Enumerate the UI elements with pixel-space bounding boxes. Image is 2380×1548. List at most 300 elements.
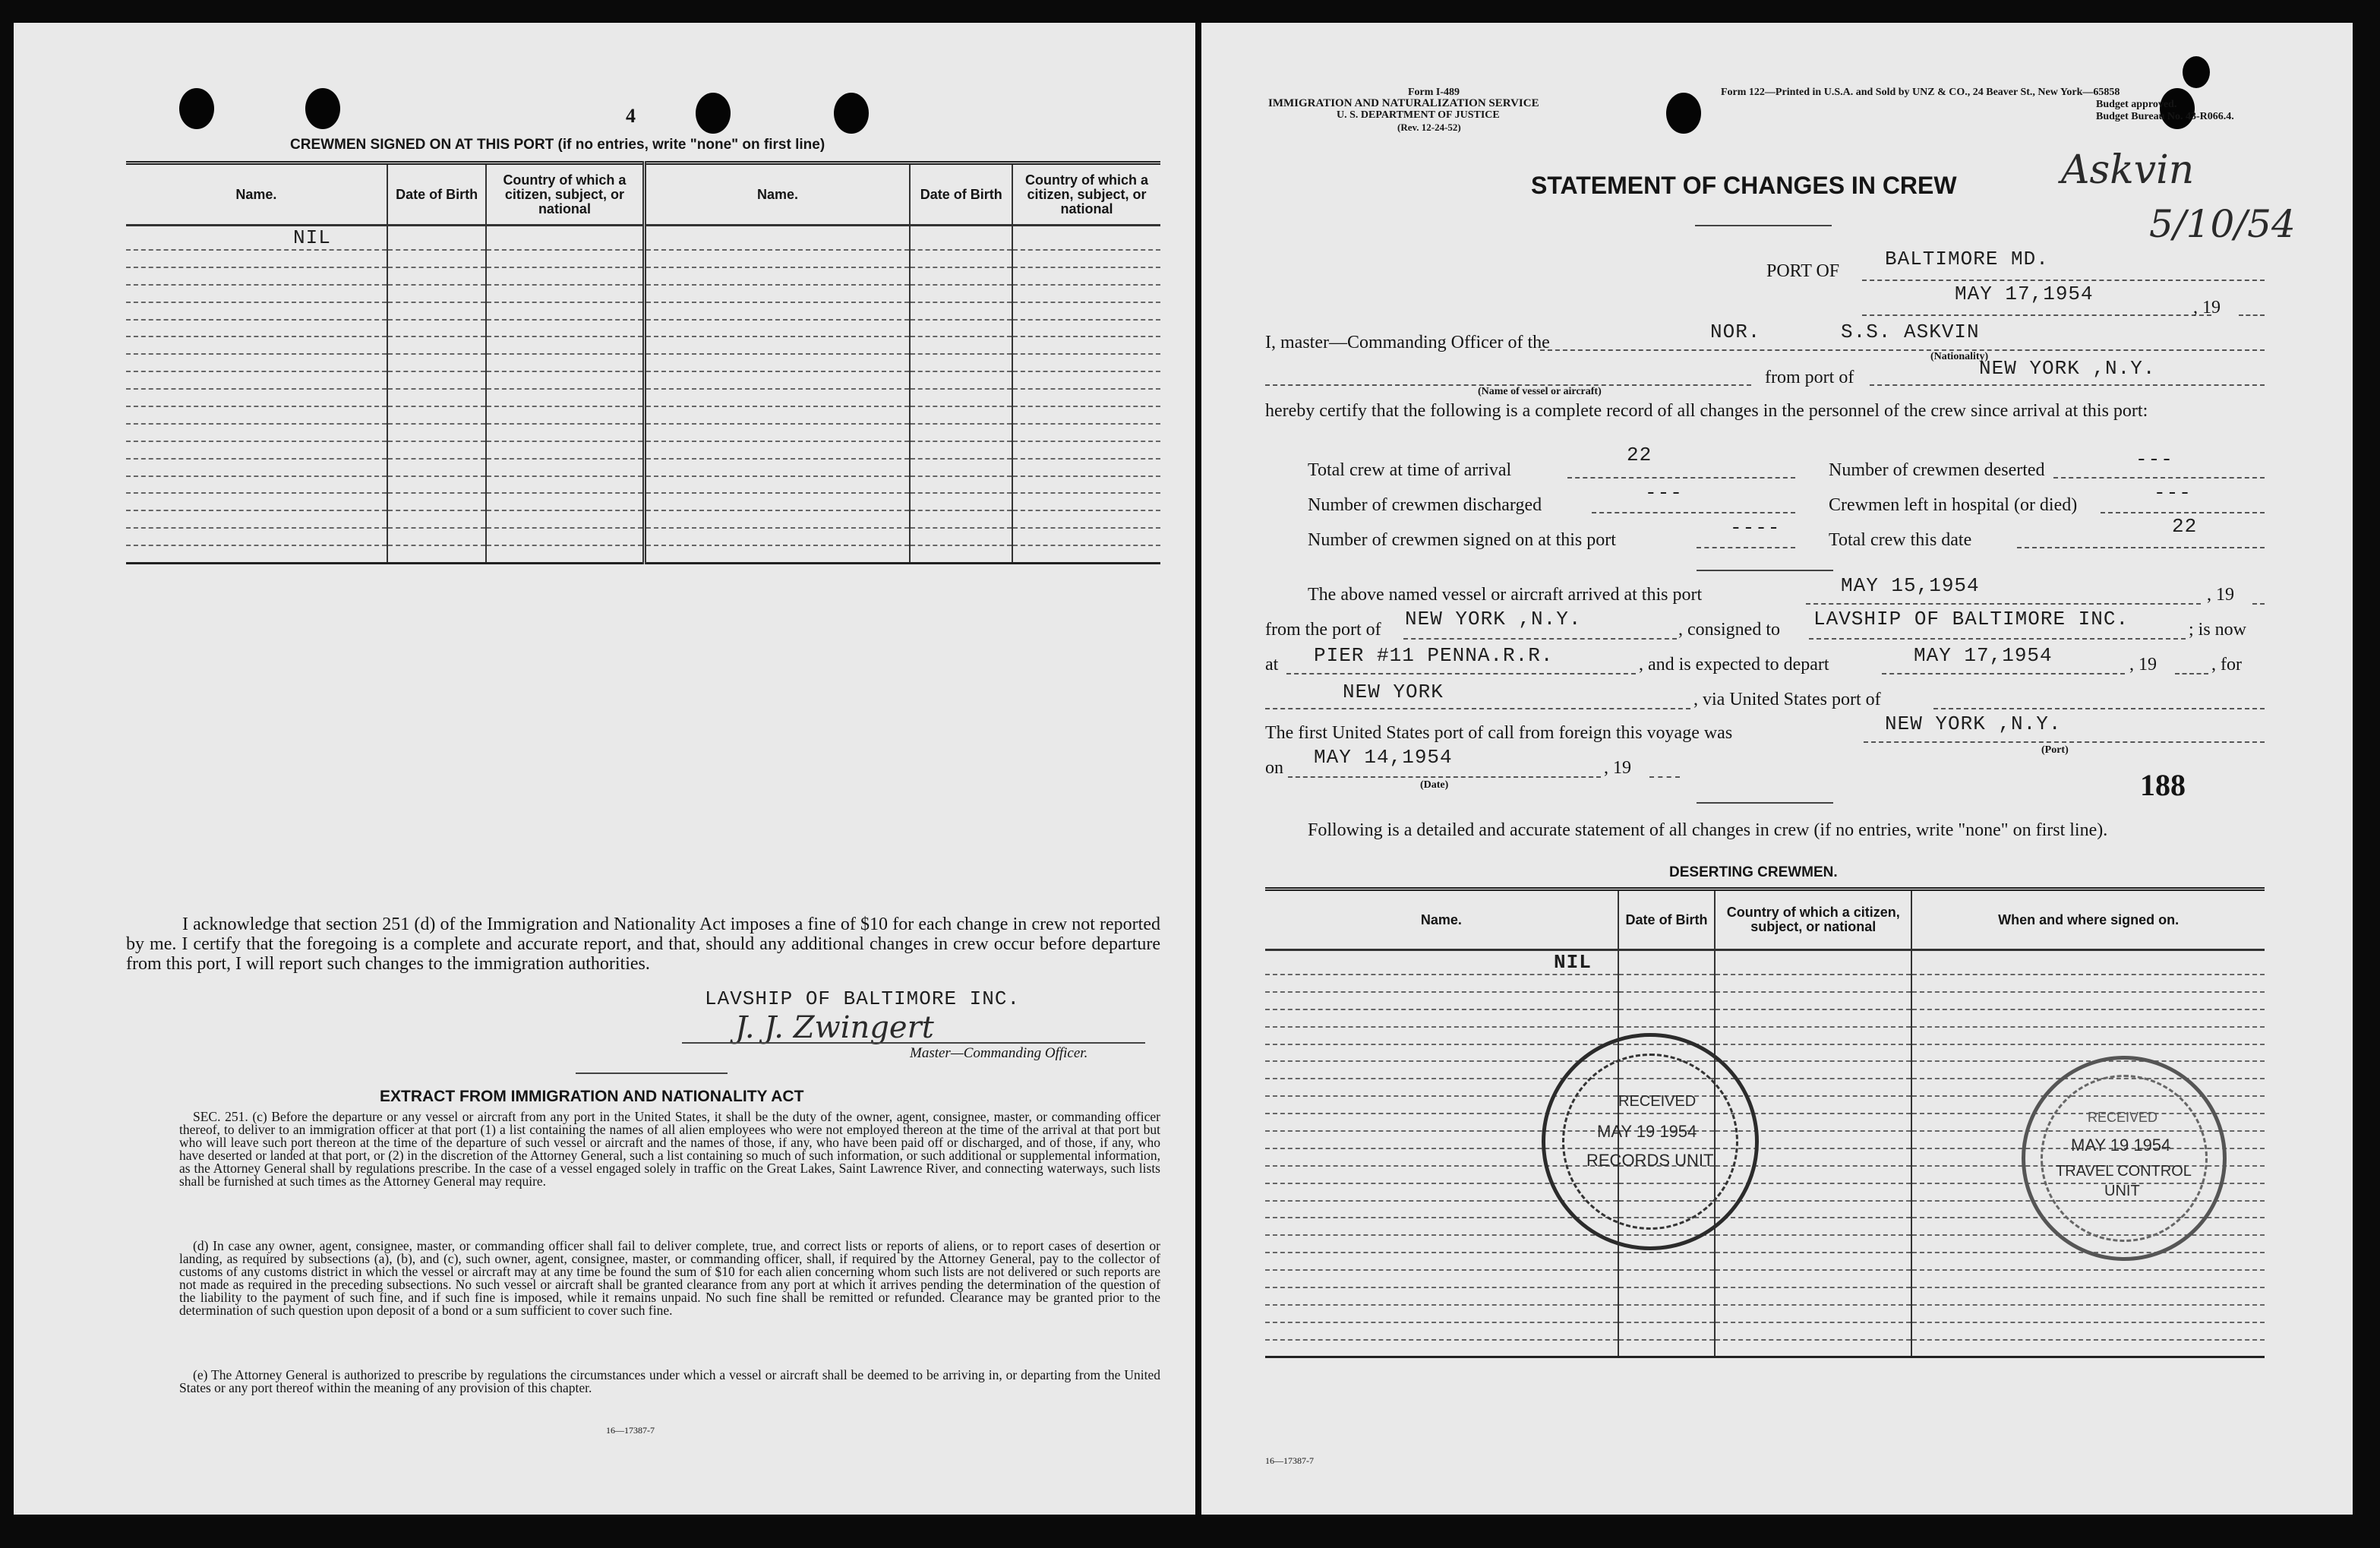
year-prefix: , 19 [2207,585,2234,605]
vessel-name-value: S.S. ASKVIN [1841,321,1980,343]
hospital-value: --- [2154,482,2192,504]
table-cell [1911,1253,2265,1270]
table-cell [1715,1270,1911,1287]
table-row [126,320,1160,337]
nil-entry: NIL [1265,950,1618,975]
table-cell [910,510,1012,528]
table-cell [126,302,387,320]
table-cell [644,545,910,563]
table-cell [910,441,1012,459]
master-label: I, master—Commanding Officer of the [1265,333,1550,352]
table-cell [1618,1305,1716,1322]
table-cell [1715,975,1911,992]
table-row [1265,1340,2265,1357]
from-port-label: from port of [1765,368,1854,387]
table-cell [126,459,387,476]
first-port-label: The first United States port of call from foreign this voyage was [1265,723,1733,743]
table-title: CREWMEN SIGNED ON AT THIS PORT (if no entries, write "none" on first line) [290,137,825,153]
table-cell [910,459,1012,476]
signed-on-value: ---- [1730,517,1781,539]
table-cell [1911,1044,2265,1062]
table-row [126,424,1160,441]
table-cell [1715,1253,1911,1270]
stamp-unit-text: RECORDS UNIT [1586,1151,1714,1170]
on-line [1288,776,1601,778]
column-header: Country of which a citizen, subject, or national [486,163,644,226]
table-cell [644,493,910,510]
total-arrival-line [1567,477,1795,479]
table-cell [1911,975,2265,992]
table-cell [910,336,1012,354]
table-cell [1618,992,1716,1009]
table-cell [1911,1009,2265,1027]
total-arrival-label: Total crew at time of arrival [1308,460,1512,480]
company-name: LAVSHIP OF BALTIMORE INC. [705,987,1021,1010]
table-cell [1715,1201,1911,1218]
received-travel-control-stamp [2022,1056,2227,1261]
table-cell [1265,1253,1618,1270]
table-cell [387,267,487,285]
table-cell [387,250,487,267]
hospital-line [2101,512,2265,513]
year-line [1649,776,1680,778]
table-cell [1012,320,1160,337]
table-cell [910,406,1012,424]
arrival-date-value: MAY 15,1954 [1841,574,1980,597]
depart-line [1882,673,2125,674]
table-cell [910,267,1012,285]
destination-value: NEW YORK [1343,681,1444,703]
table-cell [126,406,387,424]
column-header: Name. [1265,889,1618,950]
table-row [126,302,1160,320]
from-port-line [1870,384,2265,386]
extract-section-d: (d) In case any owner, agent, consignee, master, or commanding officer shall fail to deliver complete, true, and correct lists or reports of aliens, or to report cases of desertion or landing, as required by subsections (a), (b), and (c), such owner, agent, consignee, master, or commanding officer, shall, if required by the Attorney General, pay to the collector of customs of any customs district in which the vessel or aircraft may at any time be found the sum of $10 for each alien concerning whom such lists are not delivered or such reports are not made as required in the preceding subsections. No such vessel or aircraft shall be granted clearance from any port at which it arrives pending the determination of the question of the liability to the payment of such fine, and if such fine is imposed, while it remains unpaid. No such fine shall be remitted or refunded. Clearance may be granted prior to the determination of such question upon deposit of a bond or a sum sufficient to cover such fine. [179,1238,1160,1318]
signed-on-line [1697,547,1795,548]
table-cell [387,424,487,441]
table-row [1265,1270,2265,1287]
table-cell [644,320,910,337]
statement-date: MAY 17,1954 [1955,283,2094,305]
table-cell [486,285,644,302]
table-cell [644,424,910,441]
divider [1697,570,1833,571]
from-the-port-line [1403,638,1677,640]
table-cell [644,389,910,406]
column-header: Country of which a citizen, subject, or national [1012,163,1160,226]
table-cell [1618,975,1716,992]
table-cell [1012,226,1160,251]
table-row [1265,1287,2265,1305]
via-line [1933,708,2265,709]
table-cell [126,441,387,459]
right-page [1201,23,2353,1515]
stamp-date-text: MAY 19 1954 [2071,1136,2171,1155]
table-cell [387,406,487,424]
stamp-received-text: RECEIVED [1618,1093,1697,1110]
punch-hole [305,88,340,129]
table-cell [644,267,910,285]
punch-hole [2183,56,2210,88]
date-line [1862,314,2211,316]
table-cell [1265,1305,1618,1322]
table-cell [126,354,387,371]
table-cell [644,371,910,389]
table-cell [1012,424,1160,441]
table-row [126,336,1160,354]
table-cell [1715,1305,1911,1322]
destination-line [1265,708,1690,709]
table-cell [387,371,487,389]
table-row [126,250,1160,267]
table-cell [1618,1322,1716,1340]
port-caption: (Port) [2041,744,2069,756]
table-row [1265,950,2265,975]
extract-section-e: (e) The Attorney General is authorized to prescribe by regulations the circumstances under which a vessel or aircraft shall be deemed to be arriving in, or departing from the United States or any port thereof within the meaning of any provision of this chapter. [179,1367,1160,1395]
footer-code: 16—17387-7 [606,1425,655,1436]
date-caption: (Date) [1420,779,1449,791]
divider [1697,802,1833,804]
table-cell [126,476,387,494]
budget-approved: Budget approved. [2096,99,2177,110]
table-cell [1618,1009,1716,1027]
table-cell [910,250,1012,267]
table-cell [1715,950,1911,975]
column-header: Date of Birth [387,163,487,226]
master-signature: J. J. Zwingert [735,1010,934,1045]
year-line [2252,603,2265,605]
table-cell [486,302,644,320]
table-cell [644,250,910,267]
table-cell [1265,1340,1618,1357]
table-cell [910,545,1012,563]
table-cell [1265,1218,1618,1235]
year-prefix: , 19 [2129,655,2157,674]
acknowledgement-text: I acknowledge that section 251 (d) of the Immigration and Nationality Act imposes a fine of $10 for each change in crew not reported by me. I certify that the foregoing is a complete and accurate report, and that, should any additional changes in crew occur before departure from this port, I will report such changes to the immigration authorities. [126,915,1160,974]
total-date-label: Total crew this date [1829,530,1972,550]
table-cell [1012,476,1160,494]
left-page [14,23,1195,1515]
table-cell [644,226,910,251]
table-cell [910,493,1012,510]
table-cell [1012,267,1160,285]
sheet-number: 188 [2140,768,2186,802]
table-row [126,441,1160,459]
table-cell [1618,1270,1716,1287]
table-row [126,545,1160,563]
deserting-title: DESERTING CREWMEN. [1669,864,1838,880]
form-number: Form I-489 [1408,87,1460,98]
port-of-line [1862,280,2265,281]
table-cell [1911,992,2265,1009]
extract-title: EXTRACT FROM IMMIGRATION AND NATIONALITY ACT [380,1088,804,1105]
table-cell [644,302,910,320]
table-cell [1012,354,1160,371]
table-cell [644,459,910,476]
divider [576,1073,728,1074]
table-cell [1265,1009,1618,1027]
table-row [126,226,1160,251]
table-cell [644,476,910,494]
following-text: Following is a detailed and accurate statement of all changes in crew (if no entries, write "none" on first line). [1308,820,2108,840]
received-records-unit-stamp [1542,1033,1759,1250]
table-cell [1715,1218,1911,1235]
table-cell [126,320,387,337]
table-cell [1012,250,1160,267]
table-cell [1911,1270,2265,1287]
first-port-date-value: MAY 14,1954 [1314,746,1453,769]
table-cell [1012,459,1160,476]
nationality-caption: (Nationality) [1930,351,1989,362]
table-cell [644,510,910,528]
page-number: 4 [626,105,636,127]
table-row [1265,992,2265,1009]
from-port-value: NEW YORK ,N.Y. [1979,357,2156,380]
berth-value: PIER #11 PENNA.R.R. [1314,644,1554,667]
first-port-value: NEW YORK ,N.Y. [1885,712,2062,735]
hospital-label: Crewmen left in hospital (or died) [1829,495,2078,515]
stamp-unit-text: TRAVEL CONTROL [2056,1163,2192,1180]
table-cell [1715,1044,1911,1062]
signature-line [682,1042,1145,1044]
department-name: U. S. DEPARTMENT OF JUSTICE [1337,109,1500,121]
table-cell [387,459,487,476]
table-row [126,510,1160,528]
table-cell [1715,1027,1911,1044]
table-cell [1911,950,2265,975]
table-cell [126,371,387,389]
signed-on-label: Number of crewmen signed on at this port [1308,530,1616,550]
table-cell [1715,1340,1911,1357]
table-cell [486,459,644,476]
crewmen-signed-on-table [126,161,1160,564]
port-of-label: PORT OF [1766,261,1840,281]
total-arrival-value: 22 [1627,444,1652,466]
punch-hole [179,88,214,129]
printer-line: Form 122—Printed in U.S.A. and Sold by UNZ & CO., 24 Beaver St., New York—65858 [1721,87,2120,98]
table-cell [1012,441,1160,459]
table-cell [486,406,644,424]
table-cell [126,528,387,545]
table-cell [387,285,487,302]
handwritten-vessel-name: Askvin [2061,147,2195,193]
table-cell [1715,992,1911,1009]
nil-entry: NIL [126,226,387,251]
table-cell [910,320,1012,337]
table-row [1265,975,2265,992]
column-header: When and where signed on. [1911,889,2265,950]
table-row [1265,1305,2265,1322]
table-cell [910,528,1012,545]
port-of-value: BALTIMORE MD. [1885,248,2049,270]
discharged-value: --- [1645,482,1683,504]
table-cell [387,336,487,354]
table-cell [1911,1305,2265,1322]
table-cell [1911,1322,2265,1340]
table-cell [644,285,910,302]
certify-text: hereby certify that the following is a complete record of all changes in the personnel of the crew since arrival at this port: [1265,401,2148,421]
stamp-received-text: RECEIVED [2088,1110,2158,1125]
table-cell [486,250,644,267]
deserted-line [2053,477,2265,479]
table-cell [126,250,387,267]
table-cell [1715,1009,1911,1027]
punch-hole [696,93,731,134]
table-row [1265,1322,2265,1340]
table-cell [486,528,644,545]
agency-name: IMMIGRATION AND NATURALIZATION SERVICE [1268,97,1539,109]
table-cell [387,545,487,563]
deserted-value: --- [2135,448,2173,471]
total-date-line [2017,547,2265,548]
stamp-date-text: MAY 19 1954 [1597,1122,1697,1141]
vessel-caption: (Name of vessel or aircraft) [1478,386,1602,397]
discharged-label: Number of crewmen discharged [1308,495,1542,515]
table-cell [910,302,1012,320]
table-cell [387,476,487,494]
table-cell [387,354,487,371]
table-row [1265,1027,2265,1044]
table-cell [126,510,387,528]
table-cell [486,267,644,285]
consigned-line [1809,638,2186,640]
table-cell [1911,1340,2265,1357]
table-cell [1012,336,1160,354]
table-cell [644,336,910,354]
form-title: STATEMENT OF CHANGES IN CREW [1531,172,1957,199]
column-header: Country of which a citizen, subject, or national [1715,889,1911,950]
for-label: , for [2211,655,2242,674]
at-line [1286,673,1636,674]
table-cell [486,354,644,371]
deserted-label: Number of crewmen deserted [1829,460,2045,480]
via-label: , via United States port of [1693,690,1881,709]
year-line [2175,673,2208,674]
table-cell [126,389,387,406]
table-cell [1715,1322,1911,1340]
table-cell [387,493,487,510]
table-cell [387,510,487,528]
table-cell [126,285,387,302]
at-label: at [1265,655,1279,674]
table-cell [910,285,1012,302]
footer-code: 16—17387-7 [1265,1455,1314,1466]
table-cell [1715,1061,1911,1079]
table-cell [387,441,487,459]
table-cell [126,336,387,354]
table-cell [1715,1235,1911,1253]
from-the-port-label: from the port of [1265,620,1381,640]
table-cell [486,545,644,563]
table-cell [910,389,1012,406]
consignee-value: LAVSHIP OF BALTIMORE INC. [1813,608,2129,630]
table-cell [1618,1253,1716,1270]
table-cell [1012,285,1160,302]
table-cell [486,441,644,459]
column-header: Name. [126,163,387,226]
table-cell [126,267,387,285]
revision-date: (Rev. 12-24-52) [1397,122,1461,133]
table-cell [1911,1287,2265,1305]
total-date-value: 22 [2172,515,2198,538]
table-cell [1265,1322,1618,1340]
table-cell [910,371,1012,389]
table-cell [486,493,644,510]
column-header: Date of Birth [1618,889,1716,950]
table-cell [910,226,1012,251]
table-cell [1618,1287,1716,1305]
table-cell [486,389,644,406]
column-header: Name. [644,163,910,226]
punch-hole [834,93,869,134]
table-row [126,267,1160,285]
is-now-label: ; is now [2189,620,2247,640]
table-cell [486,320,644,337]
table-cell [387,389,487,406]
table-cell [126,424,387,441]
table-cell [1012,302,1160,320]
vessel-line [1540,349,2265,351]
table-cell [910,354,1012,371]
table-row [126,406,1160,424]
table-cell [1618,1340,1716,1357]
table-row [126,476,1160,494]
table-cell [644,406,910,424]
table-cell [910,424,1012,441]
table-cell [486,336,644,354]
table-cell [1012,406,1160,424]
table-cell [486,510,644,528]
handwritten-date: 5/10/54 [2149,202,2296,246]
table-row [126,528,1160,545]
table-cell [387,528,487,545]
table-row [126,354,1160,371]
depart-label: , and is expected to depart [1639,655,1829,674]
table-cell [1012,545,1160,563]
table-cell [486,476,644,494]
budget-bureau: Budget Bureau No. 43-R066.4. [2096,111,2234,122]
table-row [126,493,1160,510]
column-header: Date of Birth [910,163,1012,226]
on-label: on [1265,758,1283,778]
year-prefix: , 19 [1604,758,1631,778]
year-line [2239,314,2265,316]
table-cell [1012,510,1160,528]
table-cell [387,226,487,251]
nationality-value: NOR. [1710,321,1761,343]
table-row [1265,1009,2265,1027]
table-row [126,285,1160,302]
table-cell [644,354,910,371]
table-cell [1012,371,1160,389]
table-cell [1715,1287,1911,1305]
table-cell [1012,389,1160,406]
discharged-line [1592,512,1795,513]
table-cell [126,493,387,510]
arrived-line [1806,603,2201,605]
extract-section-c: SEC. 251. (c) Before the departure or any vessel or aircraft from any port in the United States, it shall be the duty of the owner, agent, consignee, master, or commanding officer thereof, to deliver to an immigration officer at that port (1) a list containing the names of all alien employees who were not employed thereon at the time of the arrival at that port but who will leave such port thereon at the time of the departure of such vessel or aircraft and the names of those, if any, who have been paid off or discharged, and of those, if any, who have deserted or landed at that port, or (2) in the discretion of the Attorney General, such a list containing so much of such information, or such additional or supplemental information, as the Attorney General shall by regulations prescribe. In the case of a vessel engaged solely in traffic on the Great Lakes, Saint Lawrence River, and connecting waterways, such lists shall be furnished at such times as the Attorney General may require. [179,1109,1160,1189]
arrived-label: The above named vessel or aircraft arrived at this port [1308,585,1703,605]
table-cell [486,424,644,441]
table-cell [1265,1044,1618,1062]
departure-date-value: MAY 17,1954 [1914,644,2053,667]
table-cell [1265,992,1618,1009]
from-the-port-value: NEW YORK ,N.Y. [1405,608,1582,630]
table-cell [486,371,644,389]
signature-caption: Master—Commanding Officer. [910,1045,1088,1061]
table-cell [644,528,910,545]
year-prefix: , 19 [2193,298,2221,317]
